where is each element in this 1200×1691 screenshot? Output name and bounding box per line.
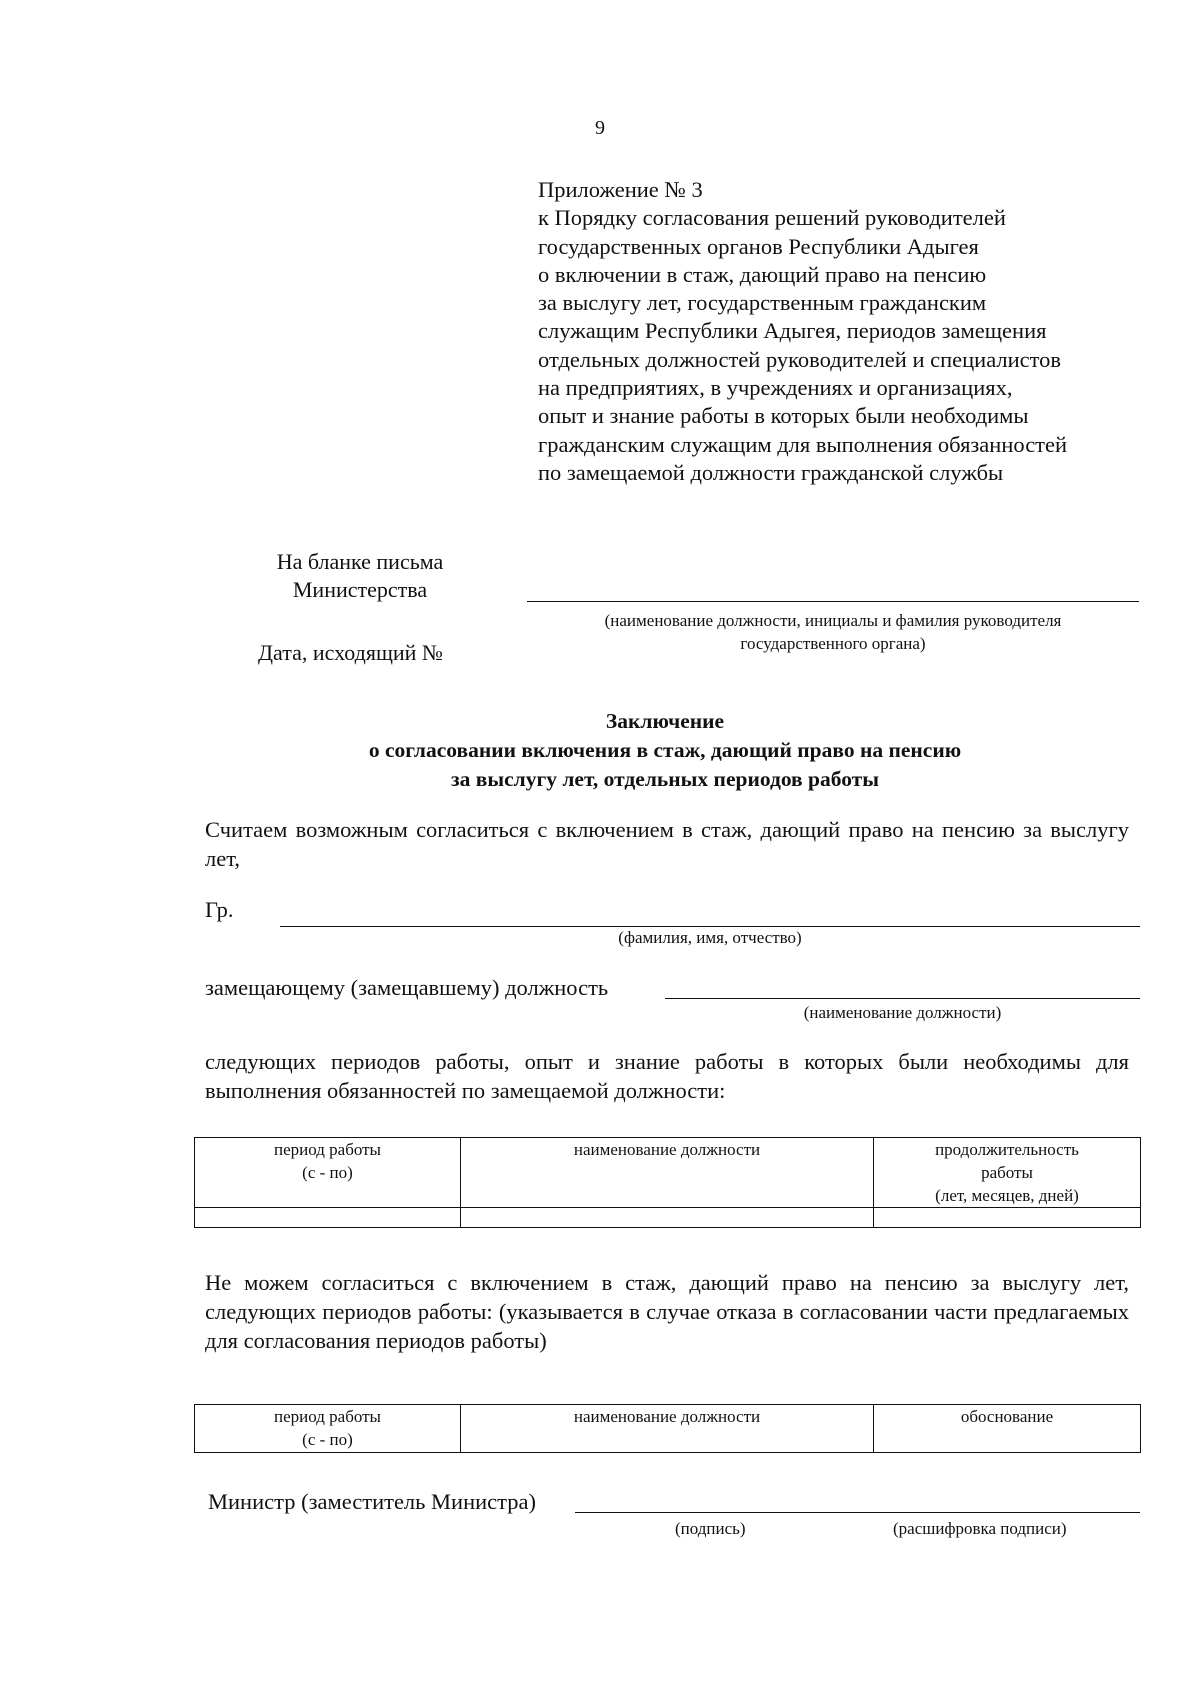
addressee-line	[527, 601, 1139, 602]
appendix-line: опыт и знание работы в которых были необходимы	[538, 403, 1029, 429]
paragraph-periods: следующих периодов работы, опыт и знание работы в которых были необходимы для выполнения обязанностей по замещаемой должности:	[205, 1049, 1129, 1103]
appendix-line: на предприятиях, в учреждениях и организациях,	[538, 375, 1013, 401]
appendix-line: служащим Республики Адыгея, периодов замещения	[538, 318, 1047, 344]
title-line: за выслугу лет, отдельных периодов работы	[450, 767, 880, 791]
appendix-line: отдельных должностей руководителей и специалистов	[538, 346, 1062, 372]
appendix-line: Приложение № 3	[538, 177, 703, 202]
approved-periods-table	[194, 1137, 1141, 1228]
citizen-name-line	[280, 926, 1140, 927]
table-header-row	[195, 1405, 1141, 1453]
letterhead-note-line: Министерства	[292, 577, 428, 602]
position-line	[665, 998, 1140, 999]
date-outgoing-label: Дата, исходящий №	[258, 640, 443, 665]
header-cell-duration	[874, 1138, 1141, 1208]
citizen-name-caption: (фамилия, имя, отчество)	[618, 928, 802, 947]
table-header-row	[195, 1138, 1141, 1208]
cell-text: наименование должности	[573, 1407, 761, 1426]
cell-text: период работы	[274, 1140, 381, 1159]
paragraph-disagree: Не можем согласиться с включением в стаж, дающий право на пенсию за выслугу лет, следующих периодов работы: (указывается в случае отказа в согласовании части предлагаемых для согласования периодов работы)	[205, 1270, 1129, 1353]
appendix-note	[538, 176, 1158, 487]
document-title	[0, 707, 1200, 794]
table-row	[195, 1208, 1141, 1228]
appendix-line: гражданским служащим для выполнения обязанностей	[538, 431, 1068, 457]
header-cell-position	[461, 1405, 874, 1453]
header-cell-period	[195, 1405, 461, 1453]
appendix-line: о включении в стаж, дающий право на пенсию	[538, 261, 987, 287]
paragraph-agree: Считаем возможным согласиться с включением в стаж, дающий право на пенсию за выслугу лет,	[205, 817, 1129, 871]
header-cell-position	[461, 1138, 874, 1208]
rejected-periods-table	[194, 1404, 1141, 1453]
table-cell[interactable]	[461, 1208, 874, 1228]
addressee-caption-line: государственного органа)	[740, 634, 926, 653]
appendix-line: по замещаемой должности гражданской службы	[538, 459, 1004, 485]
header-cell-period	[195, 1138, 461, 1208]
header-cell-justification	[874, 1405, 1141, 1453]
cell-text: наименование должности	[573, 1140, 761, 1159]
appendix-line: государственных органов Республики Адыгея	[538, 233, 979, 259]
cell-text: (лет, месяцев, дней)	[935, 1186, 1079, 1205]
cell-text: (с - по)	[302, 1430, 353, 1449]
title-line: о согласовании включения в стаж, дающий право на пенсию	[368, 738, 962, 762]
page-number: 9	[595, 117, 605, 139]
table-cell[interactable]	[195, 1208, 461, 1228]
signature-caption: (подпись)	[675, 1519, 746, 1538]
minister-signature-label: Министр (заместитель Министра)	[208, 1489, 536, 1514]
cell-text: (с - по)	[302, 1163, 353, 1182]
cell-text: обоснование	[960, 1407, 1054, 1426]
cell-text: период работы	[274, 1407, 381, 1426]
cell-text: продолжительность	[935, 1140, 1079, 1159]
citizen-label: Гр.	[205, 897, 234, 922]
letterhead-note	[255, 548, 465, 604]
position-caption: (наименование должности)	[803, 1003, 1002, 1022]
appendix-line: за выслугу лет, государственным гражданским	[538, 290, 987, 316]
addressee-caption-line: (наименование должности, инициалы и фамилия руководителя	[604, 611, 1062, 630]
appendix-line: к Порядку согласования решений руководителей	[538, 205, 1006, 231]
signature-decoding-caption: (расшифровка подписи)	[893, 1519, 1067, 1538]
cell-text: работы	[981, 1163, 1033, 1182]
addressee-caption	[527, 609, 1139, 655]
position-label: замещающему (замещавшему) должность	[205, 975, 609, 1000]
table-cell[interactable]	[874, 1208, 1141, 1228]
title-line: Заключение	[605, 709, 725, 733]
letterhead-note-line: На бланке письма	[276, 549, 444, 574]
signature-line	[575, 1512, 1140, 1513]
